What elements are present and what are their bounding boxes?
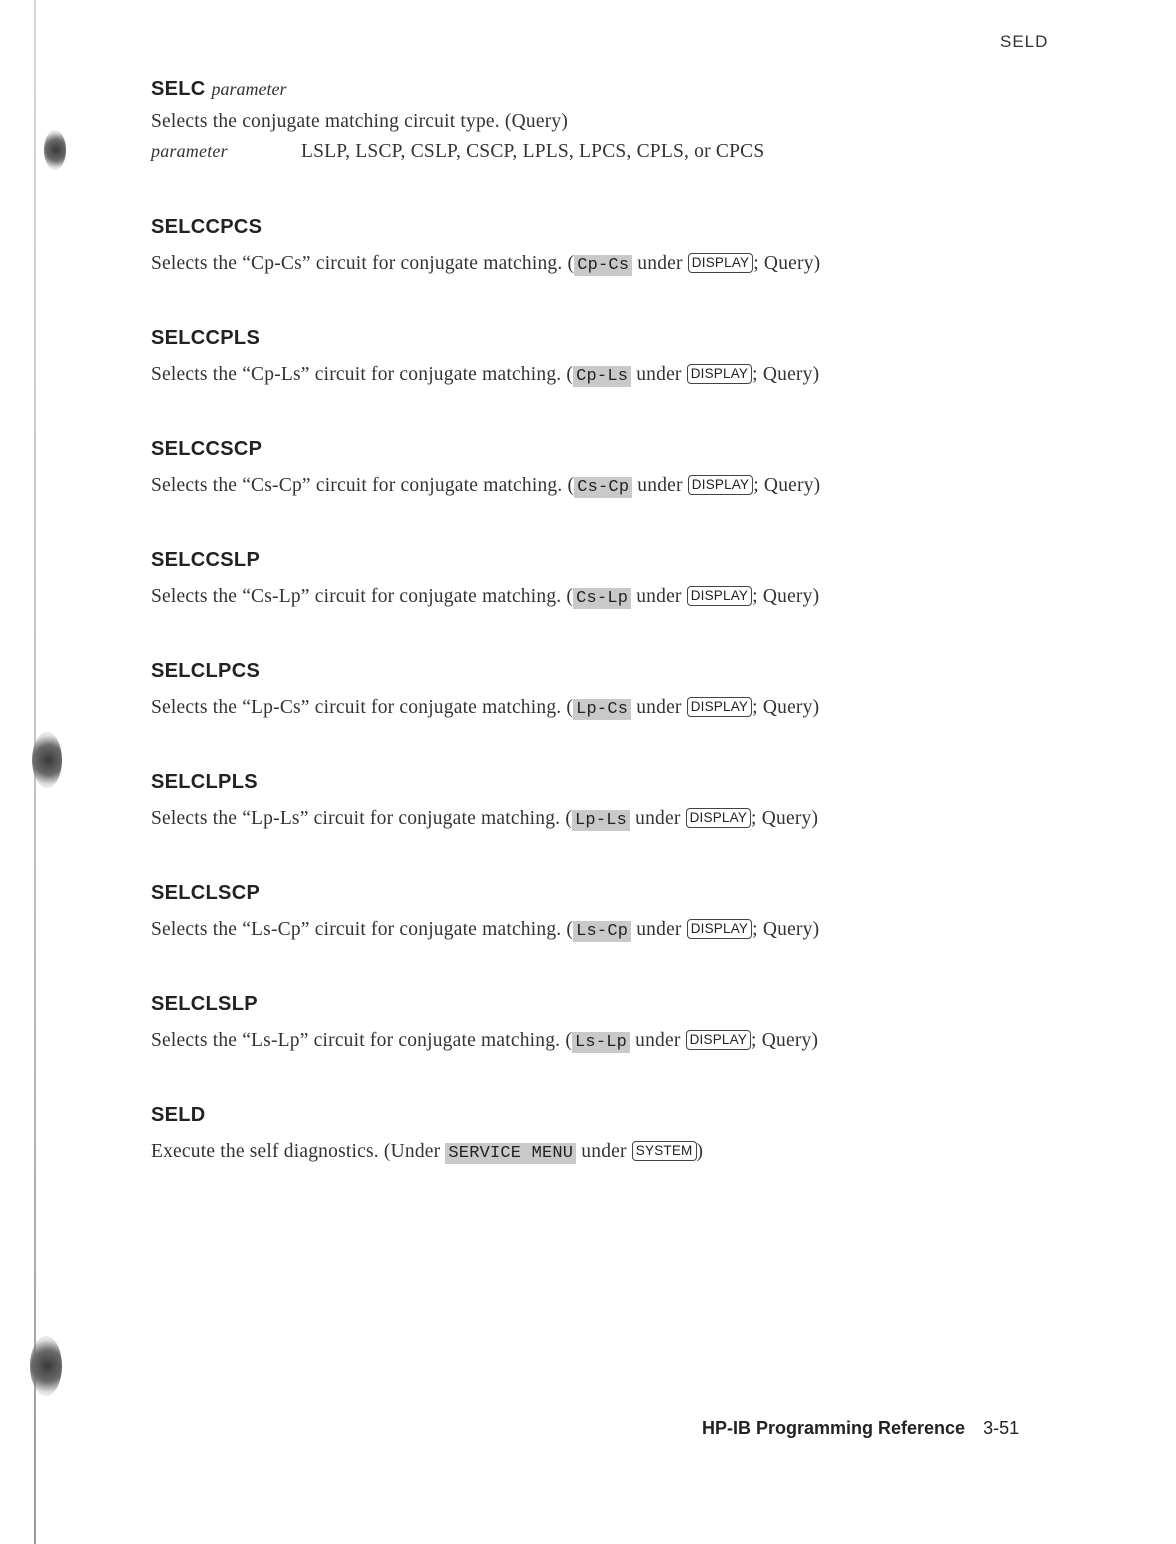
description-connector: under [631,697,687,718]
punch-hole-middle [32,732,62,788]
command-description [151,253,820,275]
command-entry [151,993,818,1052]
description-suffix: ; Query) [752,697,820,718]
command-name: SELCCSCP [151,438,263,460]
description-connector: under [631,586,687,607]
command-description [151,697,819,719]
selc-entry [151,78,764,163]
description-connector: under [630,808,686,829]
command-description [151,919,819,941]
description-text: Selects the “Ls-Lp” circuit for conjugate matching. ( [151,1030,573,1051]
softkey-label: Ls-Lp [572,1032,630,1053]
command-description [151,586,819,608]
hardkey-label: SYSTEM [632,1141,697,1161]
command-entry [151,438,820,497]
description-connector: under [631,919,687,940]
page-number: 3-51 [983,1418,1020,1438]
description-suffix: ; Query) [751,808,819,829]
description-text: Selects the “Cs-Lp” circuit for conjugate matching. ( [151,586,574,607]
description-suffix: ; Query) [752,919,820,940]
parameter-label: parameter [211,79,287,99]
description-suffix: ) [696,1141,704,1162]
page-footer [702,1418,1019,1439]
softkey-label: Cs-Lp [573,588,631,609]
command-description [151,1141,703,1163]
parameter-row-label: parameter [151,141,228,161]
description-connector: under [576,1141,632,1162]
punch-hole-top [44,130,66,170]
description-suffix: ; Query) [753,253,821,274]
hardkey-label: DISPLAY [687,364,752,384]
command-entry [151,660,819,719]
hardkey-label: DISPLAY [686,1030,751,1050]
command-name: SELCLSCP [151,882,261,904]
command-entry [151,771,818,830]
description-text: Execute the self diagnostics. (Under [151,1141,446,1162]
softkey-label: SERVICE MENU [445,1143,576,1164]
softkey-label: Lp-Cs [573,699,631,720]
command-name: SELCLPCS [151,660,261,682]
running-header: SELD [1000,32,1049,51]
command-name: SELC [151,78,206,100]
selc-description: Selects the conjugate matching circuit type. (Query) [151,111,569,132]
softkey-label: Cp-Ls [573,366,631,387]
description-suffix: ; Query) [753,475,821,496]
command-entry [151,216,820,275]
command-description [151,1030,818,1052]
command-entry [151,549,819,608]
command-name: SELCCPCS [151,216,263,238]
description-text: Selects the “Cp-Ls” circuit for conjugate matching. ( [151,364,574,385]
punch-hole-bottom [30,1336,62,1396]
description-text: Selects the “Cs-Cp” circuit for conjugate matching. ( [151,475,575,496]
softkey-label: Cs-Cp [574,477,632,498]
description-text: Selects the “Cp-Cs” circuit for conjugate matching. ( [151,253,575,274]
command-entry [151,882,819,941]
softkey-label: Lp-Ls [572,810,630,831]
softkey-label: Ls-Cp [573,921,631,942]
parameter-values: LSLP, LSCP, CSLP, CSCP, LPLS, LPCS, CPLS, or CPCS [301,141,765,162]
command-entry [151,327,819,386]
footer-title: HP-IB Programming Reference [702,1418,966,1438]
command-name: SELCCSLP [151,549,261,571]
description-suffix: ; Query) [751,1030,819,1051]
hardkey-label: DISPLAY [687,697,752,717]
softkey-label: Cp-Cs [574,255,632,276]
command-name: SELCLSLP [151,993,258,1015]
description-text: Selects the “Lp-Ls” circuit for conjugate matching. ( [151,808,573,829]
command-description [151,364,819,386]
command-entry [151,1104,703,1163]
selc-heading [151,78,764,101]
hardkey-label: DISPLAY [688,475,753,495]
description-connector: under [632,253,688,274]
description-connector: under [630,1030,686,1051]
hardkey-label: DISPLAY [686,808,751,828]
hardkey-label: DISPLAY [687,919,752,939]
command-description [151,475,820,497]
command-name: SELD [151,1104,206,1126]
hardkey-label: DISPLAY [688,253,753,273]
command-description [151,808,818,830]
command-name: SELCCPLS [151,327,261,349]
hardkey-label: DISPLAY [687,586,752,606]
selc-parameter-row [151,141,764,163]
description-suffix: ; Query) [752,364,820,385]
description-connector: under [632,475,688,496]
command-name: SELCLPLS [151,771,258,793]
description-connector: under [631,364,687,385]
description-text: Selects the “Lp-Cs” circuit for conjugate matching. ( [151,697,574,718]
description-suffix: ; Query) [752,586,820,607]
description-text: Selects the “Ls-Cp” circuit for conjugate matching. ( [151,919,574,940]
